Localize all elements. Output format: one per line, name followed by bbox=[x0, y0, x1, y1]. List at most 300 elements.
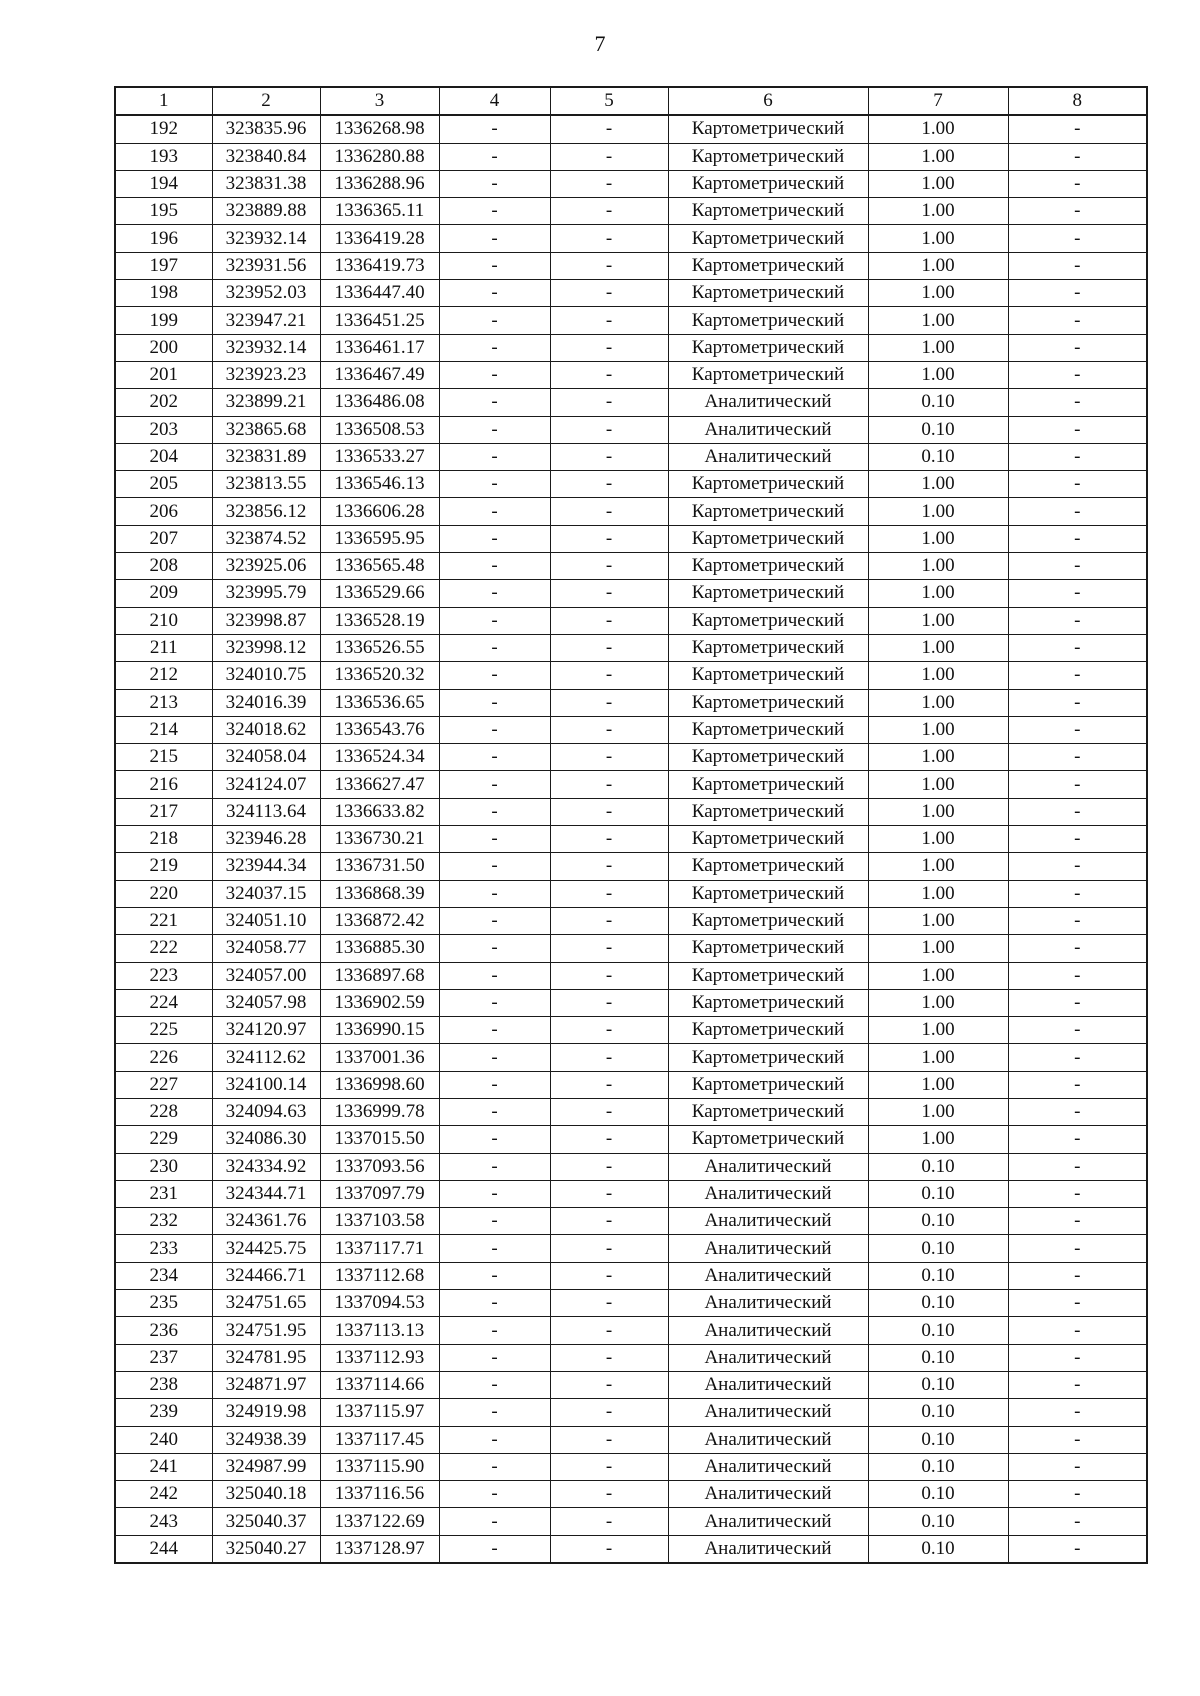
method-cell: Аналитический bbox=[668, 389, 868, 416]
method-cell: Картометрический bbox=[668, 143, 868, 170]
table-row bbox=[115, 1071, 1147, 1098]
point-number-cell: 216 bbox=[115, 771, 212, 798]
method-cell: Картометрический bbox=[668, 115, 868, 143]
y-coordinate-cell: 1337128.97 bbox=[320, 1535, 439, 1563]
column-4-cell: - bbox=[439, 498, 550, 525]
method-cell: Картометрический bbox=[668, 634, 868, 661]
column-8-cell: - bbox=[1008, 1317, 1147, 1344]
table-row bbox=[115, 334, 1147, 361]
method-cell: Картометрический bbox=[668, 198, 868, 225]
column-8-cell: - bbox=[1008, 1017, 1147, 1044]
y-coordinate-cell: 1336419.73 bbox=[320, 252, 439, 279]
column-header: 2 bbox=[212, 87, 320, 115]
method-cell: Аналитический bbox=[668, 1290, 868, 1317]
accuracy-cell: 0.10 bbox=[868, 1453, 1008, 1480]
column-4-cell: - bbox=[439, 1317, 550, 1344]
accuracy-cell: 0.10 bbox=[868, 389, 1008, 416]
column-4-cell: - bbox=[439, 1508, 550, 1535]
method-cell: Картометрический bbox=[668, 935, 868, 962]
point-number-cell: 228 bbox=[115, 1098, 212, 1125]
y-coordinate-cell: 1336998.60 bbox=[320, 1071, 439, 1098]
x-coordinate-cell: 325040.18 bbox=[212, 1481, 320, 1508]
column-8-cell: - bbox=[1008, 307, 1147, 334]
x-coordinate-cell: 324057.00 bbox=[212, 962, 320, 989]
y-coordinate-cell: 1336731.50 bbox=[320, 853, 439, 880]
x-coordinate-cell: 324086.30 bbox=[212, 1126, 320, 1153]
point-number-cell: 194 bbox=[115, 170, 212, 197]
table-row bbox=[115, 771, 1147, 798]
accuracy-cell: 1.00 bbox=[868, 307, 1008, 334]
method-cell: Аналитический bbox=[668, 1317, 868, 1344]
column-header: 7 bbox=[868, 87, 1008, 115]
point-number-cell: 219 bbox=[115, 853, 212, 880]
column-4-cell: - bbox=[439, 280, 550, 307]
point-number-cell: 209 bbox=[115, 580, 212, 607]
point-number-cell: 239 bbox=[115, 1399, 212, 1426]
y-coordinate-cell: 1336524.34 bbox=[320, 744, 439, 771]
table-row bbox=[115, 989, 1147, 1016]
column-8-cell: - bbox=[1008, 989, 1147, 1016]
x-coordinate-cell: 323925.06 bbox=[212, 553, 320, 580]
column-5-cell: - bbox=[550, 798, 668, 825]
column-8-cell: - bbox=[1008, 498, 1147, 525]
method-cell: Картометрический bbox=[668, 1017, 868, 1044]
x-coordinate-cell: 324781.95 bbox=[212, 1344, 320, 1371]
column-4-cell: - bbox=[439, 880, 550, 907]
point-number-cell: 214 bbox=[115, 716, 212, 743]
column-8-cell: - bbox=[1008, 115, 1147, 143]
column-8-cell: - bbox=[1008, 1508, 1147, 1535]
column-5-cell: - bbox=[550, 416, 668, 443]
accuracy-cell: 1.00 bbox=[868, 498, 1008, 525]
table-row bbox=[115, 115, 1147, 143]
column-5-cell: - bbox=[550, 826, 668, 853]
column-5-cell: - bbox=[550, 1317, 668, 1344]
column-4-cell: - bbox=[439, 1208, 550, 1235]
column-8-cell: - bbox=[1008, 1481, 1147, 1508]
point-number-cell: 227 bbox=[115, 1071, 212, 1098]
method-cell: Картометрический bbox=[668, 525, 868, 552]
table-row bbox=[115, 1126, 1147, 1153]
method-cell: Картометрический bbox=[668, 798, 868, 825]
column-4-cell: - bbox=[439, 143, 550, 170]
method-cell: Картометрический bbox=[668, 880, 868, 907]
method-cell: Аналитический bbox=[668, 1399, 868, 1426]
table-row bbox=[115, 1262, 1147, 1289]
point-number-cell: 217 bbox=[115, 798, 212, 825]
table-row bbox=[115, 1208, 1147, 1235]
x-coordinate-cell: 324361.76 bbox=[212, 1208, 320, 1235]
column-4-cell: - bbox=[439, 553, 550, 580]
y-coordinate-cell: 1337093.56 bbox=[320, 1153, 439, 1180]
y-coordinate-cell: 1337112.68 bbox=[320, 1262, 439, 1289]
method-cell: Аналитический bbox=[668, 1153, 868, 1180]
point-number-cell: 243 bbox=[115, 1508, 212, 1535]
accuracy-cell: 1.00 bbox=[868, 471, 1008, 498]
point-number-cell: 234 bbox=[115, 1262, 212, 1289]
y-coordinate-cell: 1336288.96 bbox=[320, 170, 439, 197]
column-5-cell: - bbox=[550, 989, 668, 1016]
table-row bbox=[115, 853, 1147, 880]
method-cell: Картометрический bbox=[668, 716, 868, 743]
column-5-cell: - bbox=[550, 607, 668, 634]
column-8-cell: - bbox=[1008, 1153, 1147, 1180]
method-cell: Картометрический bbox=[668, 1098, 868, 1125]
x-coordinate-cell: 324100.14 bbox=[212, 1071, 320, 1098]
y-coordinate-cell: 1337113.13 bbox=[320, 1317, 439, 1344]
point-number-cell: 231 bbox=[115, 1180, 212, 1207]
method-cell: Картометрический bbox=[668, 962, 868, 989]
y-coordinate-cell: 1336467.49 bbox=[320, 361, 439, 388]
table-row bbox=[115, 1044, 1147, 1071]
point-number-cell: 212 bbox=[115, 662, 212, 689]
method-cell: Картометрический bbox=[668, 280, 868, 307]
column-8-cell: - bbox=[1008, 143, 1147, 170]
x-coordinate-cell: 323840.84 bbox=[212, 143, 320, 170]
column-8-cell: - bbox=[1008, 1426, 1147, 1453]
point-number-cell: 244 bbox=[115, 1535, 212, 1563]
x-coordinate-cell: 325040.37 bbox=[212, 1508, 320, 1535]
method-cell: Картометрический bbox=[668, 170, 868, 197]
y-coordinate-cell: 1337103.58 bbox=[320, 1208, 439, 1235]
column-5-cell: - bbox=[550, 225, 668, 252]
point-number-cell: 232 bbox=[115, 1208, 212, 1235]
y-coordinate-cell: 1336902.59 bbox=[320, 989, 439, 1016]
point-number-cell: 210 bbox=[115, 607, 212, 634]
table-row bbox=[115, 580, 1147, 607]
accuracy-cell: 0.10 bbox=[868, 416, 1008, 443]
point-number-cell: 202 bbox=[115, 389, 212, 416]
method-cell: Картометрический bbox=[668, 252, 868, 279]
method-cell: Аналитический bbox=[668, 1481, 868, 1508]
accuracy-cell: 1.00 bbox=[868, 744, 1008, 771]
table-row bbox=[115, 907, 1147, 934]
column-8-cell: - bbox=[1008, 689, 1147, 716]
x-coordinate-cell: 323865.68 bbox=[212, 416, 320, 443]
column-4-cell: - bbox=[439, 225, 550, 252]
method-cell: Аналитический bbox=[668, 1208, 868, 1235]
column-4-cell: - bbox=[439, 662, 550, 689]
column-8-cell: - bbox=[1008, 170, 1147, 197]
column-4-cell: - bbox=[439, 1126, 550, 1153]
column-4-cell: - bbox=[439, 334, 550, 361]
column-4-cell: - bbox=[439, 1098, 550, 1125]
x-coordinate-cell: 323889.88 bbox=[212, 198, 320, 225]
table-row bbox=[115, 525, 1147, 552]
column-5-cell: - bbox=[550, 1426, 668, 1453]
accuracy-cell: 1.00 bbox=[868, 634, 1008, 661]
x-coordinate-cell: 323932.14 bbox=[212, 334, 320, 361]
x-coordinate-cell: 323899.21 bbox=[212, 389, 320, 416]
method-cell: Аналитический bbox=[668, 443, 868, 470]
y-coordinate-cell: 1336595.95 bbox=[320, 525, 439, 552]
column-5-cell: - bbox=[550, 1508, 668, 1535]
table-row bbox=[115, 1481, 1147, 1508]
accuracy-cell: 0.10 bbox=[868, 1153, 1008, 1180]
y-coordinate-cell: 1337115.97 bbox=[320, 1399, 439, 1426]
y-coordinate-cell: 1336565.48 bbox=[320, 553, 439, 580]
accuracy-cell: 1.00 bbox=[868, 170, 1008, 197]
method-cell: Картометрический bbox=[668, 553, 868, 580]
column-8-cell: - bbox=[1008, 962, 1147, 989]
y-coordinate-cell: 1336280.88 bbox=[320, 143, 439, 170]
column-8-cell: - bbox=[1008, 553, 1147, 580]
column-5-cell: - bbox=[550, 1071, 668, 1098]
table-row bbox=[115, 634, 1147, 661]
y-coordinate-cell: 1336999.78 bbox=[320, 1098, 439, 1125]
y-coordinate-cell: 1336546.13 bbox=[320, 471, 439, 498]
column-5-cell: - bbox=[550, 115, 668, 143]
method-cell: Картометрический bbox=[668, 361, 868, 388]
column-4-cell: - bbox=[439, 115, 550, 143]
column-4-cell: - bbox=[439, 1071, 550, 1098]
x-coordinate-cell: 323947.21 bbox=[212, 307, 320, 334]
accuracy-cell: 0.10 bbox=[868, 1535, 1008, 1563]
accuracy-cell: 0.10 bbox=[868, 1235, 1008, 1262]
y-coordinate-cell: 1336268.98 bbox=[320, 115, 439, 143]
method-cell: Аналитический bbox=[668, 1262, 868, 1289]
column-4-cell: - bbox=[439, 1344, 550, 1371]
x-coordinate-cell: 324938.39 bbox=[212, 1426, 320, 1453]
point-number-cell: 229 bbox=[115, 1126, 212, 1153]
column-4-cell: - bbox=[439, 989, 550, 1016]
x-coordinate-cell: 324112.62 bbox=[212, 1044, 320, 1071]
y-coordinate-cell: 1336536.65 bbox=[320, 689, 439, 716]
y-coordinate-cell: 1336730.21 bbox=[320, 826, 439, 853]
y-coordinate-cell: 1337115.90 bbox=[320, 1453, 439, 1480]
y-coordinate-cell: 1336627.47 bbox=[320, 771, 439, 798]
column-8-cell: - bbox=[1008, 1126, 1147, 1153]
column-8-cell: - bbox=[1008, 580, 1147, 607]
point-number-cell: 223 bbox=[115, 962, 212, 989]
column-5-cell: - bbox=[550, 1180, 668, 1207]
y-coordinate-cell: 1336520.32 bbox=[320, 662, 439, 689]
x-coordinate-cell: 323998.87 bbox=[212, 607, 320, 634]
x-coordinate-cell: 323952.03 bbox=[212, 280, 320, 307]
point-number-cell: 197 bbox=[115, 252, 212, 279]
column-8-cell: - bbox=[1008, 1262, 1147, 1289]
column-4-cell: - bbox=[439, 361, 550, 388]
column-5-cell: - bbox=[550, 1153, 668, 1180]
column-4-cell: - bbox=[439, 1017, 550, 1044]
x-coordinate-cell: 324010.75 bbox=[212, 662, 320, 689]
table-row bbox=[115, 170, 1147, 197]
method-cell: Аналитический bbox=[668, 1235, 868, 1262]
accuracy-cell: 1.00 bbox=[868, 225, 1008, 252]
point-number-cell: 222 bbox=[115, 935, 212, 962]
table-row bbox=[115, 716, 1147, 743]
column-4-cell: - bbox=[439, 1262, 550, 1289]
column-8-cell: - bbox=[1008, 907, 1147, 934]
column-5-cell: - bbox=[550, 744, 668, 771]
x-coordinate-cell: 324018.62 bbox=[212, 716, 320, 743]
point-number-cell: 237 bbox=[115, 1344, 212, 1371]
point-number-cell: 215 bbox=[115, 744, 212, 771]
column-4-cell: - bbox=[439, 689, 550, 716]
point-number-cell: 193 bbox=[115, 143, 212, 170]
column-5-cell: - bbox=[550, 962, 668, 989]
y-coordinate-cell: 1337117.45 bbox=[320, 1426, 439, 1453]
x-coordinate-cell: 323931.56 bbox=[212, 252, 320, 279]
accuracy-cell: 1.00 bbox=[868, 115, 1008, 143]
accuracy-cell: 0.10 bbox=[868, 1180, 1008, 1207]
accuracy-cell: 1.00 bbox=[868, 662, 1008, 689]
accuracy-cell: 1.00 bbox=[868, 1098, 1008, 1125]
method-cell: Картометрический bbox=[668, 771, 868, 798]
accuracy-cell: 0.10 bbox=[868, 443, 1008, 470]
column-5-cell: - bbox=[550, 553, 668, 580]
point-number-cell: 224 bbox=[115, 989, 212, 1016]
table-row bbox=[115, 553, 1147, 580]
column-5-cell: - bbox=[550, 1399, 668, 1426]
table-row bbox=[115, 1371, 1147, 1398]
point-number-cell: 242 bbox=[115, 1481, 212, 1508]
x-coordinate-cell: 324987.99 bbox=[212, 1453, 320, 1480]
y-coordinate-cell: 1336447.40 bbox=[320, 280, 439, 307]
table-body bbox=[115, 115, 1147, 1563]
table-row bbox=[115, 662, 1147, 689]
column-4-cell: - bbox=[439, 1371, 550, 1398]
column-header: 4 bbox=[439, 87, 550, 115]
column-header: 6 bbox=[668, 87, 868, 115]
y-coordinate-cell: 1336543.76 bbox=[320, 716, 439, 743]
column-5-cell: - bbox=[550, 1290, 668, 1317]
y-coordinate-cell: 1336419.28 bbox=[320, 225, 439, 252]
y-coordinate-cell: 1337116.56 bbox=[320, 1481, 439, 1508]
column-5-cell: - bbox=[550, 771, 668, 798]
table-row bbox=[115, 826, 1147, 853]
point-number-cell: 220 bbox=[115, 880, 212, 907]
column-4-cell: - bbox=[439, 1180, 550, 1207]
column-8-cell: - bbox=[1008, 853, 1147, 880]
method-cell: Картометрический bbox=[668, 853, 868, 880]
column-4-cell: - bbox=[439, 170, 550, 197]
accuracy-cell: 0.10 bbox=[868, 1371, 1008, 1398]
y-coordinate-cell: 1336633.82 bbox=[320, 798, 439, 825]
column-4-cell: - bbox=[439, 716, 550, 743]
x-coordinate-cell: 323923.23 bbox=[212, 361, 320, 388]
method-cell: Картометрический bbox=[668, 989, 868, 1016]
point-number-cell: 198 bbox=[115, 280, 212, 307]
x-coordinate-cell: 324334.92 bbox=[212, 1153, 320, 1180]
y-coordinate-cell: 1337117.71 bbox=[320, 1235, 439, 1262]
y-coordinate-cell: 1336897.68 bbox=[320, 962, 439, 989]
y-coordinate-cell: 1337114.66 bbox=[320, 1371, 439, 1398]
coordinates-table bbox=[114, 86, 1148, 1564]
column-5-cell: - bbox=[550, 1481, 668, 1508]
column-4-cell: - bbox=[439, 962, 550, 989]
x-coordinate-cell: 324124.07 bbox=[212, 771, 320, 798]
table-row bbox=[115, 1180, 1147, 1207]
accuracy-cell: 1.00 bbox=[868, 826, 1008, 853]
table-row bbox=[115, 361, 1147, 388]
accuracy-cell: 1.00 bbox=[868, 361, 1008, 388]
column-8-cell: - bbox=[1008, 525, 1147, 552]
accuracy-cell: 1.00 bbox=[868, 989, 1008, 1016]
x-coordinate-cell: 324058.77 bbox=[212, 935, 320, 962]
column-8-cell: - bbox=[1008, 607, 1147, 634]
method-cell: Картометрический bbox=[668, 1044, 868, 1071]
column-header: 3 bbox=[320, 87, 439, 115]
table-row bbox=[115, 1426, 1147, 1453]
column-4-cell: - bbox=[439, 307, 550, 334]
table-header bbox=[115, 87, 1147, 115]
x-coordinate-cell: 323998.12 bbox=[212, 634, 320, 661]
column-header: 5 bbox=[550, 87, 668, 115]
column-8-cell: - bbox=[1008, 634, 1147, 661]
column-5-cell: - bbox=[550, 1044, 668, 1071]
x-coordinate-cell: 324919.98 bbox=[212, 1399, 320, 1426]
column-5-cell: - bbox=[550, 853, 668, 880]
column-8-cell: - bbox=[1008, 1208, 1147, 1235]
header-row bbox=[115, 87, 1147, 115]
column-5-cell: - bbox=[550, 252, 668, 279]
method-cell: Картометрический bbox=[668, 471, 868, 498]
accuracy-cell: 1.00 bbox=[868, 525, 1008, 552]
x-coordinate-cell: 323944.34 bbox=[212, 853, 320, 880]
table-row bbox=[115, 798, 1147, 825]
column-8-cell: - bbox=[1008, 198, 1147, 225]
method-cell: Аналитический bbox=[668, 1180, 868, 1207]
method-cell: Аналитический bbox=[668, 1535, 868, 1563]
y-coordinate-cell: 1336486.08 bbox=[320, 389, 439, 416]
table-row bbox=[115, 389, 1147, 416]
x-coordinate-cell: 323946.28 bbox=[212, 826, 320, 853]
column-4-cell: - bbox=[439, 1535, 550, 1563]
column-5-cell: - bbox=[550, 280, 668, 307]
column-5-cell: - bbox=[550, 1453, 668, 1480]
table-row bbox=[115, 280, 1147, 307]
column-5-cell: - bbox=[550, 525, 668, 552]
x-coordinate-cell: 324058.04 bbox=[212, 744, 320, 771]
column-5-cell: - bbox=[550, 1126, 668, 1153]
column-4-cell: - bbox=[439, 607, 550, 634]
accuracy-cell: 0.10 bbox=[868, 1481, 1008, 1508]
method-cell: Картометрический bbox=[668, 307, 868, 334]
table-row bbox=[115, 1153, 1147, 1180]
table-row bbox=[115, 689, 1147, 716]
column-4-cell: - bbox=[439, 798, 550, 825]
method-cell: Картометрический bbox=[668, 334, 868, 361]
column-5-cell: - bbox=[550, 334, 668, 361]
point-number-cell: 211 bbox=[115, 634, 212, 661]
column-4-cell: - bbox=[439, 1235, 550, 1262]
point-number-cell: 230 bbox=[115, 1153, 212, 1180]
accuracy-cell: 1.00 bbox=[868, 880, 1008, 907]
column-8-cell: - bbox=[1008, 935, 1147, 962]
column-5-cell: - bbox=[550, 1017, 668, 1044]
y-coordinate-cell: 1337112.93 bbox=[320, 1344, 439, 1371]
column-5-cell: - bbox=[550, 170, 668, 197]
column-4-cell: - bbox=[439, 826, 550, 853]
method-cell: Аналитический bbox=[668, 1508, 868, 1535]
y-coordinate-cell: 1336529.66 bbox=[320, 580, 439, 607]
method-cell: Аналитический bbox=[668, 1453, 868, 1480]
method-cell: Картометрический bbox=[668, 689, 868, 716]
table-row bbox=[115, 198, 1147, 225]
y-coordinate-cell: 1336528.19 bbox=[320, 607, 439, 634]
accuracy-cell: 1.00 bbox=[868, 962, 1008, 989]
column-8-cell: - bbox=[1008, 1371, 1147, 1398]
column-8-cell: - bbox=[1008, 1180, 1147, 1207]
accuracy-cell: 1.00 bbox=[868, 334, 1008, 361]
y-coordinate-cell: 1336461.17 bbox=[320, 334, 439, 361]
table-row bbox=[115, 443, 1147, 470]
column-4-cell: - bbox=[439, 389, 550, 416]
column-5-cell: - bbox=[550, 1262, 668, 1289]
x-coordinate-cell: 324057.98 bbox=[212, 989, 320, 1016]
column-8-cell: - bbox=[1008, 1399, 1147, 1426]
